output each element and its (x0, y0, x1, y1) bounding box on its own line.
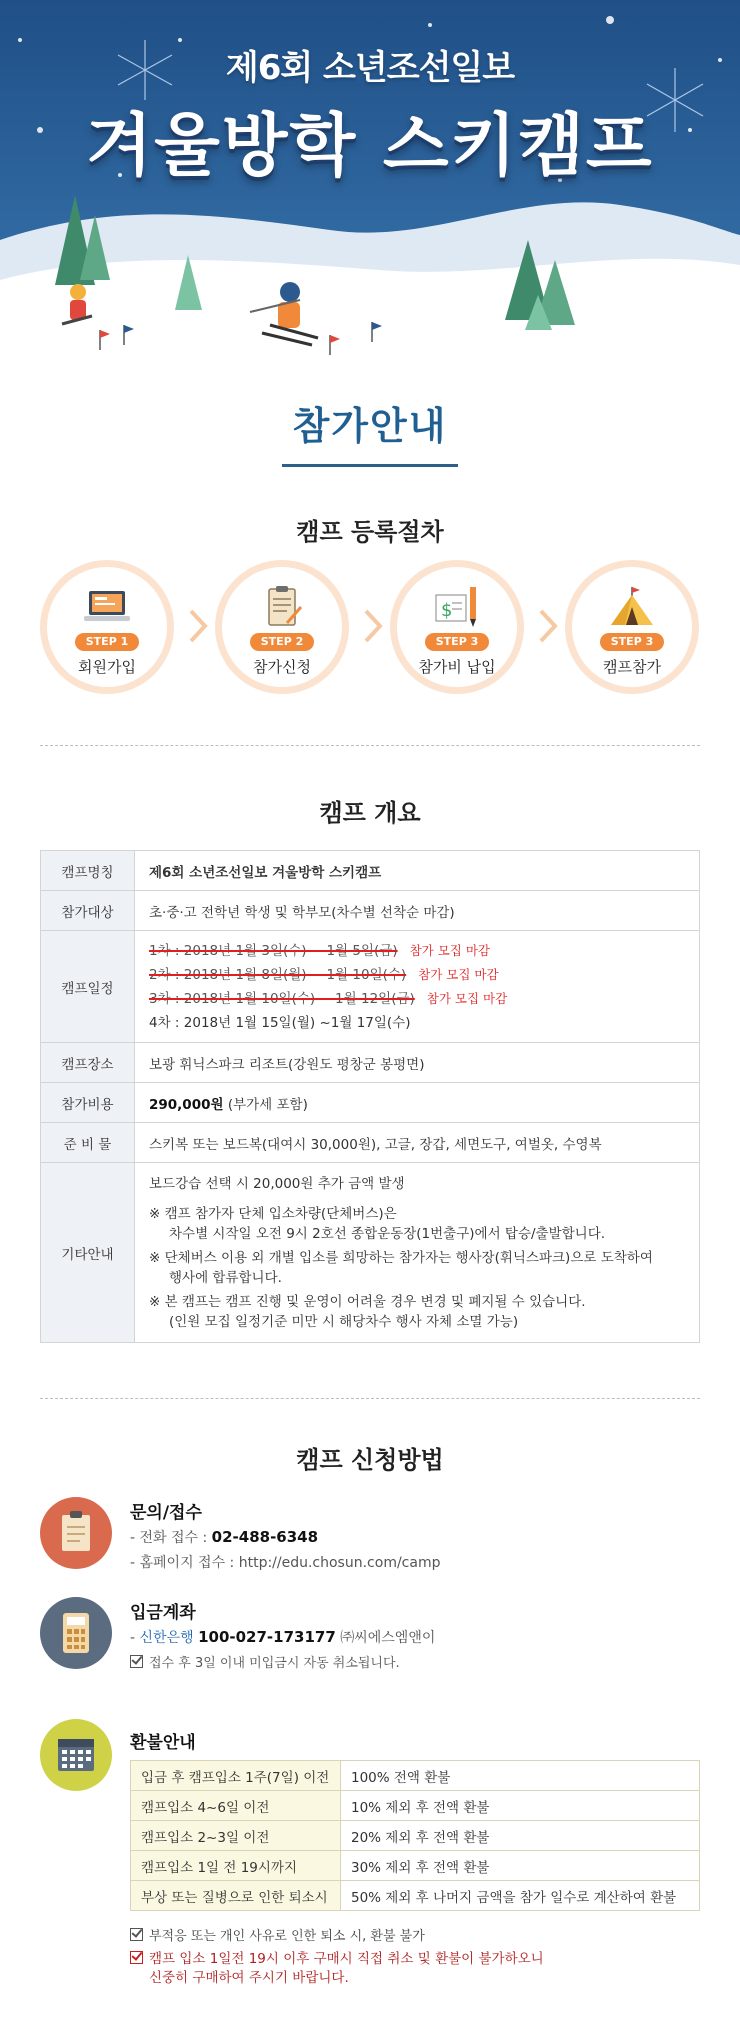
camp-name-value: 제6회 소년조선일보 겨울방학 스키캠프 (135, 851, 700, 891)
refund-policy: 50% 제외 후 나머지 금액을 참가 일수로 계산하여 환불 (341, 1881, 700, 1911)
checkbox-icon (130, 1928, 143, 1941)
warning-text: 캠프 입소 1일전 19시 이후 구매시 직접 취소 및 환불이 불가하오니 (149, 1951, 544, 1967)
fee-amount: 290,000원 (149, 1096, 224, 1113)
schedule-cell (135, 931, 700, 1043)
refund-title: 환불안내 (130, 1733, 196, 1753)
step-badge: STEP 2 (250, 633, 314, 651)
warning-line (130, 1950, 544, 1969)
refund-when: 부상 또는 질병으로 인한 퇴소시 (131, 1881, 341, 1911)
etc-line: 차수별 시작일 오전 9시 2호선 종합운동장(1번출구)에서 탑승/출발합니다. (169, 1225, 606, 1242)
apply-title: 캠프 신청방법 (296, 1446, 444, 1474)
clipboard-icon (257, 585, 307, 629)
refund-when: 캠프입소 1일 전 19시까지 (131, 1851, 341, 1881)
schedule-item-open: 4차 : 2018년 1월 15일(월) ~1월 17일(수) (149, 1014, 411, 1031)
table-row (131, 1881, 700, 1911)
chevron-right-icon (188, 608, 208, 644)
contact-title: 문의/접수 (130, 1503, 202, 1523)
clipboard-icon (40, 1497, 112, 1569)
table-row (41, 931, 700, 1043)
account-note (130, 1652, 400, 1671)
registration-steps (40, 560, 700, 700)
phone-line (130, 1527, 318, 1547)
refund-when: 캠프입소 4~6일 이전 (131, 1791, 341, 1821)
registration-steps-title: 캠프 등록절차 (296, 518, 444, 546)
warning-line: 신중히 구매하여 주시기 바랍니다. (149, 1970, 349, 1986)
etc-cell (135, 1163, 700, 1343)
chevron-right-icon (538, 608, 558, 644)
step-label: 참가비 납입 (418, 658, 496, 676)
row-label: 준 비 물 (41, 1123, 135, 1163)
account-circle (40, 1597, 112, 1669)
laptop-icon (82, 585, 132, 629)
row-label: 캠프장소 (41, 1043, 135, 1083)
closed-badge: 참가 모집 마감 (426, 990, 508, 1006)
tent-icon (607, 585, 657, 629)
table-row (131, 1761, 700, 1791)
table-row (131, 1851, 700, 1881)
step-badge: STEP 3 (425, 633, 489, 651)
closed-badge: 참가 모집 마감 (418, 966, 499, 982)
banner-subtitle: 제6회 소년조선일보 (225, 48, 515, 88)
section-divider (40, 745, 700, 746)
target-value: 초·중·고 전학년 학생 및 학부모(차수별 선착순 마감) (135, 891, 700, 931)
refund-circle (40, 1719, 112, 1791)
bank-name: 신한은행 (139, 1630, 194, 1646)
refund-policy: 100% 전액 환불 (341, 1761, 700, 1791)
refund-policy: 10% 제외 후 전액 환불 (341, 1791, 700, 1821)
table-row (131, 1791, 700, 1821)
account-title: 입금계좌 (130, 1603, 196, 1623)
row-label: 참가비용 (41, 1083, 135, 1123)
table-row (41, 851, 700, 891)
overview-table (40, 850, 700, 1343)
step-label: 참가신청 (253, 658, 311, 676)
schedule-dates: 3차 : 2018년 1월 10일(수) ~ 1월 12일(금) (149, 990, 415, 1007)
schedule-dates: 1차 : 2018년 1월 3일(수) ~ 1월 5일(금) (149, 942, 398, 959)
calculator-icon (40, 1597, 112, 1669)
closed-badge: 참가 모집 마감 (409, 942, 491, 958)
step-payment (390, 560, 524, 694)
etc-line: ※ 본 캠프는 캠프 진행 및 운영이 어려울 경우 변경 및 폐지될 수 있습니다. (149, 1293, 586, 1310)
table-row (41, 1043, 700, 1083)
calendar-icon (40, 1719, 112, 1791)
etc-line: 행사에 합류합니다. (169, 1269, 282, 1286)
account-holder: ㈜씨에스엠앤이 (340, 1630, 436, 1646)
overview-title: 캠프 개요 (319, 799, 421, 827)
page-title: 참가안내 (292, 404, 448, 448)
homepage-link[interactable]: - 홈페이지 접수 : http://edu.chosun.com/camp (130, 1555, 441, 1571)
chevron-right-icon (363, 608, 383, 644)
row-label: 캠프명칭 (41, 851, 135, 891)
step-badge: STEP 1 (75, 633, 139, 651)
step-apply (215, 560, 349, 694)
checkbox-icon (130, 1951, 143, 1964)
refund-policy: 20% 제외 후 전액 환불 (341, 1821, 700, 1851)
refund-policy: 30% 제외 후 전액 환불 (341, 1851, 700, 1881)
step-attend (565, 560, 699, 694)
refund-warning (130, 1950, 544, 1988)
refund-when: 캠프입소 2~3일 이전 (131, 1821, 341, 1851)
row-label: 참가대상 (41, 891, 135, 931)
step-label: 회원가입 (78, 658, 136, 676)
phone-label: - 전화 접수 : (130, 1530, 212, 1546)
account-note-text: 접수 후 3일 이내 미입금시 자동 취소됩니다. (149, 1656, 400, 1671)
account-number: 100-027-173177 (198, 1628, 336, 1646)
refund-note-text: 부적응 또는 개인 사유로 인한 퇴소 시, 환불 불가 (149, 1929, 425, 1944)
banner-title: 겨울방학 스키캠프 (86, 107, 654, 186)
contact-circle (40, 1497, 112, 1569)
table-row (41, 891, 700, 931)
schedule-item (149, 963, 685, 987)
step-badge: STEP 3 (600, 633, 664, 651)
row-label: 캠프일정 (41, 931, 135, 1043)
etc-line: (인원 모집 일정기준 미만 시 해당차수 행사 자체 소멸 가능) (169, 1313, 519, 1330)
step-label: 캠프참가 (603, 658, 661, 676)
section-divider (40, 1398, 700, 1399)
step-signup (40, 560, 174, 694)
fee-note: (부가세 포함) (227, 1096, 308, 1113)
checkbox-icon (130, 1655, 143, 1668)
phone-number[interactable]: 02-488-6348 (211, 1528, 319, 1546)
account-prefix: - (130, 1630, 140, 1646)
refund-table (130, 1760, 700, 1911)
table-row (131, 1821, 700, 1851)
refund-note (130, 1925, 425, 1944)
place-value: 보광 휘닉스파크 리조트(강원도 평창군 봉평면) (135, 1043, 700, 1083)
svg-text:$: $ (441, 600, 453, 621)
etc-line: 보드강습 선택 시 20,000원 추가 금액 발생 (149, 1175, 405, 1192)
hero-banner (0, 0, 740, 360)
etc-line: ※ 단체버스 이용 외 개별 입소를 희망하는 참가자는 행사장(휘닉스파크)으로 도착하여 (149, 1249, 653, 1266)
supplies-value: 스키복 또는 보드복(대여시 30,000원), 고글, 장갑, 세면도구, 여벌옷, 수영복 (135, 1123, 700, 1163)
schedule-item (149, 987, 685, 1011)
table-row (41, 1163, 700, 1343)
money-pen-icon (432, 585, 482, 629)
title-underline (282, 464, 458, 467)
refund-when: 입금 후 캠프입소 1주(7일) 이전 (131, 1761, 341, 1791)
table-row (41, 1083, 700, 1123)
row-label: 기타안내 (41, 1163, 135, 1343)
account-line (130, 1627, 435, 1647)
fee-cell (135, 1083, 700, 1123)
schedule-dates: 2차 : 2018년 1월 8일(월) ~ 1월 10일(수) (149, 966, 407, 983)
schedule-item (149, 939, 685, 963)
etc-line: ※ 캠프 참가자 단체 입소차량(단체버스)은 (149, 1205, 397, 1222)
table-row (41, 1123, 700, 1163)
